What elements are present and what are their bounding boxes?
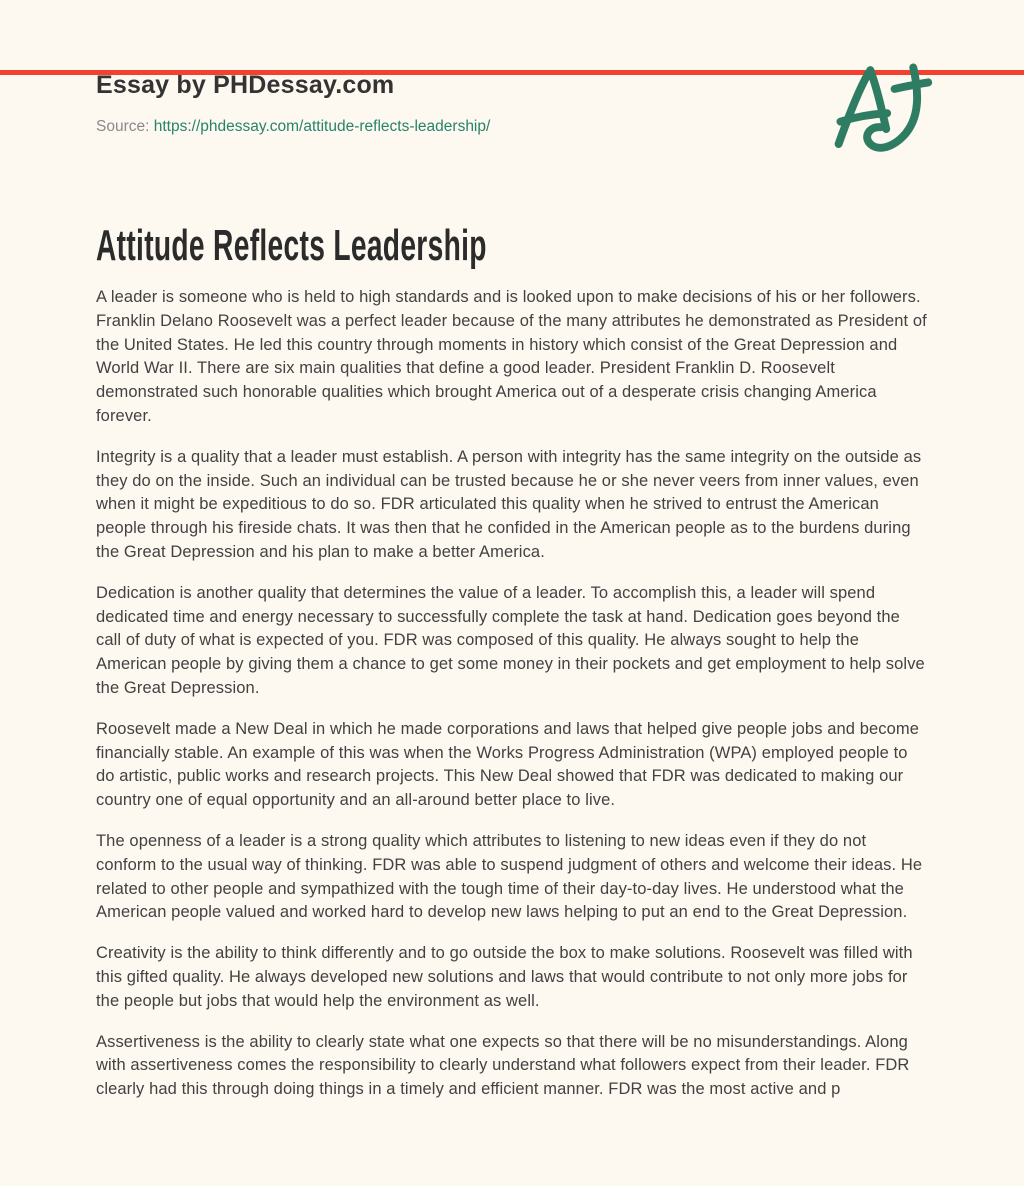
essay-page <box>0 70 1024 1102</box>
essay-body <box>96 286 928 1102</box>
source-label: Source: <box>96 118 150 135</box>
essay-title: Attitude Reflects Leadership <box>96 221 487 270</box>
essay-paragraph-7: Assertiveness is the ability to clearly state what one expects so that there will be no misunderstandings. Along with assertiveness comes the responsibility to clearly understand what followers expect from their leader. FDR clearly had this through doing things in a timely and efficient manner. FDR was the most active and p <box>96 1032 910 1099</box>
essay-paragraph-4: Roosevelt made a New Deal in which he made corporations and laws that helped give people jobs and become financially stable. An example of this was when the Works Progress Administration (WPA) employed people to do artistic, public works and research projects. This New Deal showed that FDR was dedicated to making our country one of equal opportunity and an all-around better place to live. <box>96 719 920 810</box>
essay-paragraph-3: Dedication is another quality that determines the value of a leader. To accomplish this, a leader will spend dedicated time and energy necessary to successfully complete the task at hand. Dedication goes beyond the call of duty of what is expected of you. FDR was composed of this quality. He always sought to help the American people by giving them a chance to get some money in their pockets and get employment to help solve the Great Depression. <box>96 583 925 697</box>
essay-by-heading: Essay by PHDessay.com <box>96 71 395 99</box>
source-line <box>96 116 928 138</box>
document-header <box>96 70 928 138</box>
essay-paragraph-2: Integrity is a quality that a leader must establish. A person with integrity has the same integrity on the outside as they do on the inside. Such an individual can be trusted because he or she never veers from inner values, even when it might be expeditious to do so. FDR articulated this quality when he strived to entrust the American people through his fireside chats. It was then that he confided in the American people as to the burdens during the Great Depression and his plan to make a better America. <box>96 447 922 561</box>
a-plus-logo-icon <box>823 60 955 172</box>
essay-paragraph-1: A leader is someone who is held to high standards and is looked upon to make decisions of his or her followers. Franklin Delano Roosevelt was a perfect leader because of the many attributes he demonstrated as President of the United States. He led this country through moments in history which consist of the Great Depression and World War II. There are six main qualities that define a good leader. President Franklin D. Roosevelt demonstrated such honorable qualities which brought America out of a desperate crisis changing America forever. <box>96 288 927 425</box>
essay-paragraph-5: The openness of a leader is a strong quality which attributes to listening to new ideas even if they do not conform to the usual way of thinking. FDR was able to suspend judgment of others and welcome their ideas. He related to other people and sympathized with the tough time of their day-to-day lives. He understood what the American people valued and worked hard to develop new laws helping to put an end to the Great Depression. <box>96 831 923 922</box>
source-link[interactable]: https://phdessay.com/attitude-reflects-leadership/ <box>153 118 491 135</box>
essay-paragraph-6: Creativity is the ability to think differently and to go outside the box to make solutions. Roosevelt was filled with this gifted quality. He always developed new solutions and laws that would contribute to not only more jobs for the people but jobs that would help the environment as well. <box>96 944 913 1010</box>
